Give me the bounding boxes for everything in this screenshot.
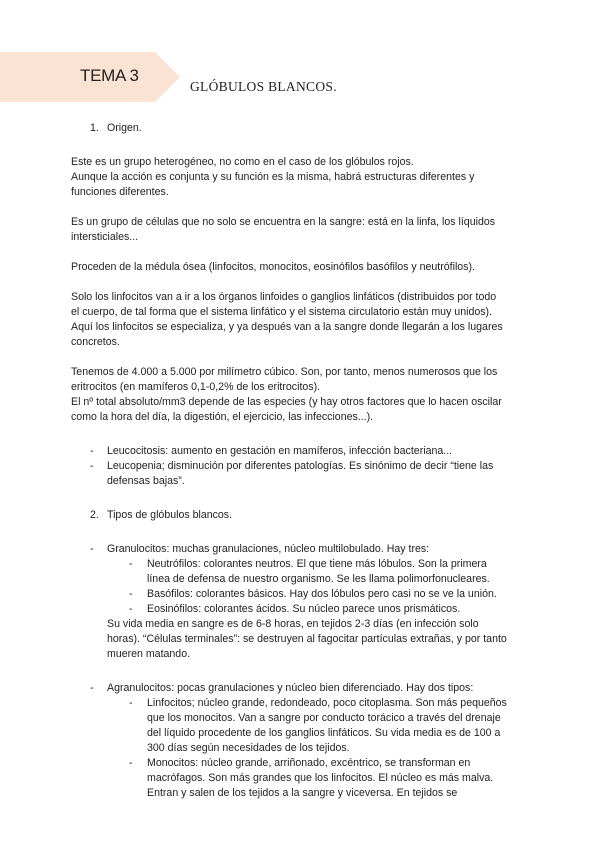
agranulocitos-item bbox=[90, 681, 531, 696]
sub-list-item bbox=[129, 587, 531, 602]
list-line: Leucocitosis: aumento en gestación en mamíferos, infección bacteriana... bbox=[107, 445, 453, 457]
section-number: 1. bbox=[90, 122, 99, 134]
section-heading-text: Tipos de glóbulos blancos. bbox=[107, 509, 233, 521]
sub-list-item bbox=[129, 696, 531, 756]
list-line: Entran y salen de los tejidos a la sangre y viceversa. En tejidos se bbox=[147, 787, 458, 799]
list-line: Granulocitos: muchas granulaciones, núcleo multilobulado. Hay tres: bbox=[107, 543, 430, 555]
paragraph-line: Aunque la acción es conjunta y su función es la misma, habrá estructuras diferentes y bbox=[71, 171, 475, 183]
document-body bbox=[71, 121, 531, 801]
list-line: Linfocitos; núcleo grande, redondeado, poco citoplasma. Son más pequeños bbox=[147, 697, 507, 709]
list-line: Basófilos: colorantes básicos. Hay dos lóbulos pero casi no se ve la unión. bbox=[147, 588, 497, 600]
list-line: línea de defensa de nuestro organismo. Se les llama polimorfonucleares. bbox=[147, 573, 490, 585]
list-line: Agranulocitos: pocas granulaciones y núcleo bien diferenciado. Hay dos tipos: bbox=[107, 682, 474, 694]
paragraph bbox=[71, 260, 531, 275]
paragraph-line: el cuerpo, de tal forma que el sistema linfático y el sistema circulatorio están muy unidos). bbox=[71, 306, 492, 318]
list-line: Eosinófilos: colorantes ácidos. Su núcleo parece unos prismáticos. bbox=[147, 603, 461, 615]
list-line: que los monocitos. Van a sangre por conducto torácico a través del drenaje bbox=[147, 712, 501, 724]
section-number: 2. bbox=[90, 509, 99, 521]
list-dash: - bbox=[129, 603, 133, 615]
granulocitos-sublist bbox=[107, 557, 531, 617]
paragraph-line: Este es un grupo heterogéneo, no como en el caso de los glóbulos rojos. bbox=[71, 156, 414, 168]
paragraph bbox=[71, 215, 531, 245]
list-line: Monocitos: núcleo grande, arriñonado, excéntrico, se transforman en bbox=[147, 757, 471, 769]
granulocitos-after bbox=[107, 617, 531, 662]
paragraph-line: mueren matando. bbox=[107, 648, 191, 660]
paragraph-line: El nº total absoluto/mm3 depende de las especies (y hay otros factores que lo hacen oscilar bbox=[71, 396, 502, 408]
paragraph bbox=[71, 290, 531, 350]
list-line: 300 días según necesidades de los tejidos. bbox=[147, 742, 350, 754]
list-dash: - bbox=[129, 757, 133, 769]
list-dash: - bbox=[90, 543, 94, 555]
tema-label: TEMA 3 bbox=[80, 66, 139, 85]
list-dash: - bbox=[90, 460, 94, 472]
paragraph-line: Su vida media en sangre es de 6-8 horas, en tejidos 2-3 días (en infección solo bbox=[107, 618, 479, 630]
paragraph-line: Proceden de la médula ósea (linfocitos, monocitos, eosinófilos basófilos y neutrófilos). bbox=[71, 261, 475, 273]
sub-list-item bbox=[129, 557, 531, 587]
paragraph bbox=[71, 155, 531, 200]
list-dash: - bbox=[90, 445, 94, 457]
paragraph bbox=[71, 365, 531, 425]
list-item bbox=[90, 444, 531, 459]
paragraph-line: intersticiales... bbox=[71, 231, 139, 243]
list-line: macrófagos. Son más grandes que los linfocitos. El núcleo es más malva. bbox=[147, 772, 494, 784]
list-line: Leucopenia; disminución por diferentes patologías. Es sinónimo de decir “tiene las bbox=[107, 460, 494, 472]
paragraph-line: eritrocitos (en mamíferos 0,1-0,2% de los eritrocitos). bbox=[71, 381, 321, 393]
list-dash: - bbox=[90, 682, 94, 694]
page-title: GLÓBULOS BLANCOS. bbox=[190, 79, 337, 94]
paragraph-line: como la hora del día, la digestión, el ejercicio, las infecciones...). bbox=[71, 411, 374, 423]
list-line: Neutrófilos: colorantes neutros. El que tiene más lóbulos. Son la primera bbox=[147, 558, 487, 570]
section-heading-2 bbox=[90, 508, 531, 523]
agranulocitos-sublist bbox=[107, 696, 531, 801]
sub-list-item bbox=[129, 756, 531, 801]
paragraph-line: concretos. bbox=[71, 336, 120, 348]
list-line: defensas bajas”. bbox=[107, 475, 185, 487]
list-dash: - bbox=[129, 697, 133, 709]
list-item bbox=[90, 459, 531, 489]
granulocitos-item bbox=[90, 542, 531, 557]
paragraph-line: horas). “Células terminales”: se destruyen al fagocitar partículas extrañas, y por tanto bbox=[107, 633, 507, 645]
paragraph-line: Solo los linfocitos van a ir a los órganos linfoides o ganglios linfáticos (distribuidos por todo bbox=[71, 291, 497, 303]
paragraph-line: funciones diferentes. bbox=[71, 186, 169, 198]
sub-list-item bbox=[129, 602, 531, 617]
list-dash: - bbox=[129, 588, 133, 600]
list-line: del líquido procedente de los ganglios linfáticos. Su vida media es de 100 a bbox=[147, 727, 501, 739]
section-heading-1 bbox=[90, 121, 531, 136]
paragraph-line: Es un grupo de células que no solo se encuentra en la sangre: está en la linfa, los líquidos bbox=[71, 216, 496, 228]
section-heading-text: Origen. bbox=[107, 122, 142, 134]
paragraph-line: Aquí los linfocitos se especializa, y ya después van a la sangre donde llegarán a los lugares bbox=[71, 321, 503, 333]
list-dash: - bbox=[129, 558, 133, 570]
paragraph-line: Tenemos de 4.000 a 5.000 por milímetro cúbico. Son, por tanto, menos numerosos que los bbox=[71, 366, 498, 378]
